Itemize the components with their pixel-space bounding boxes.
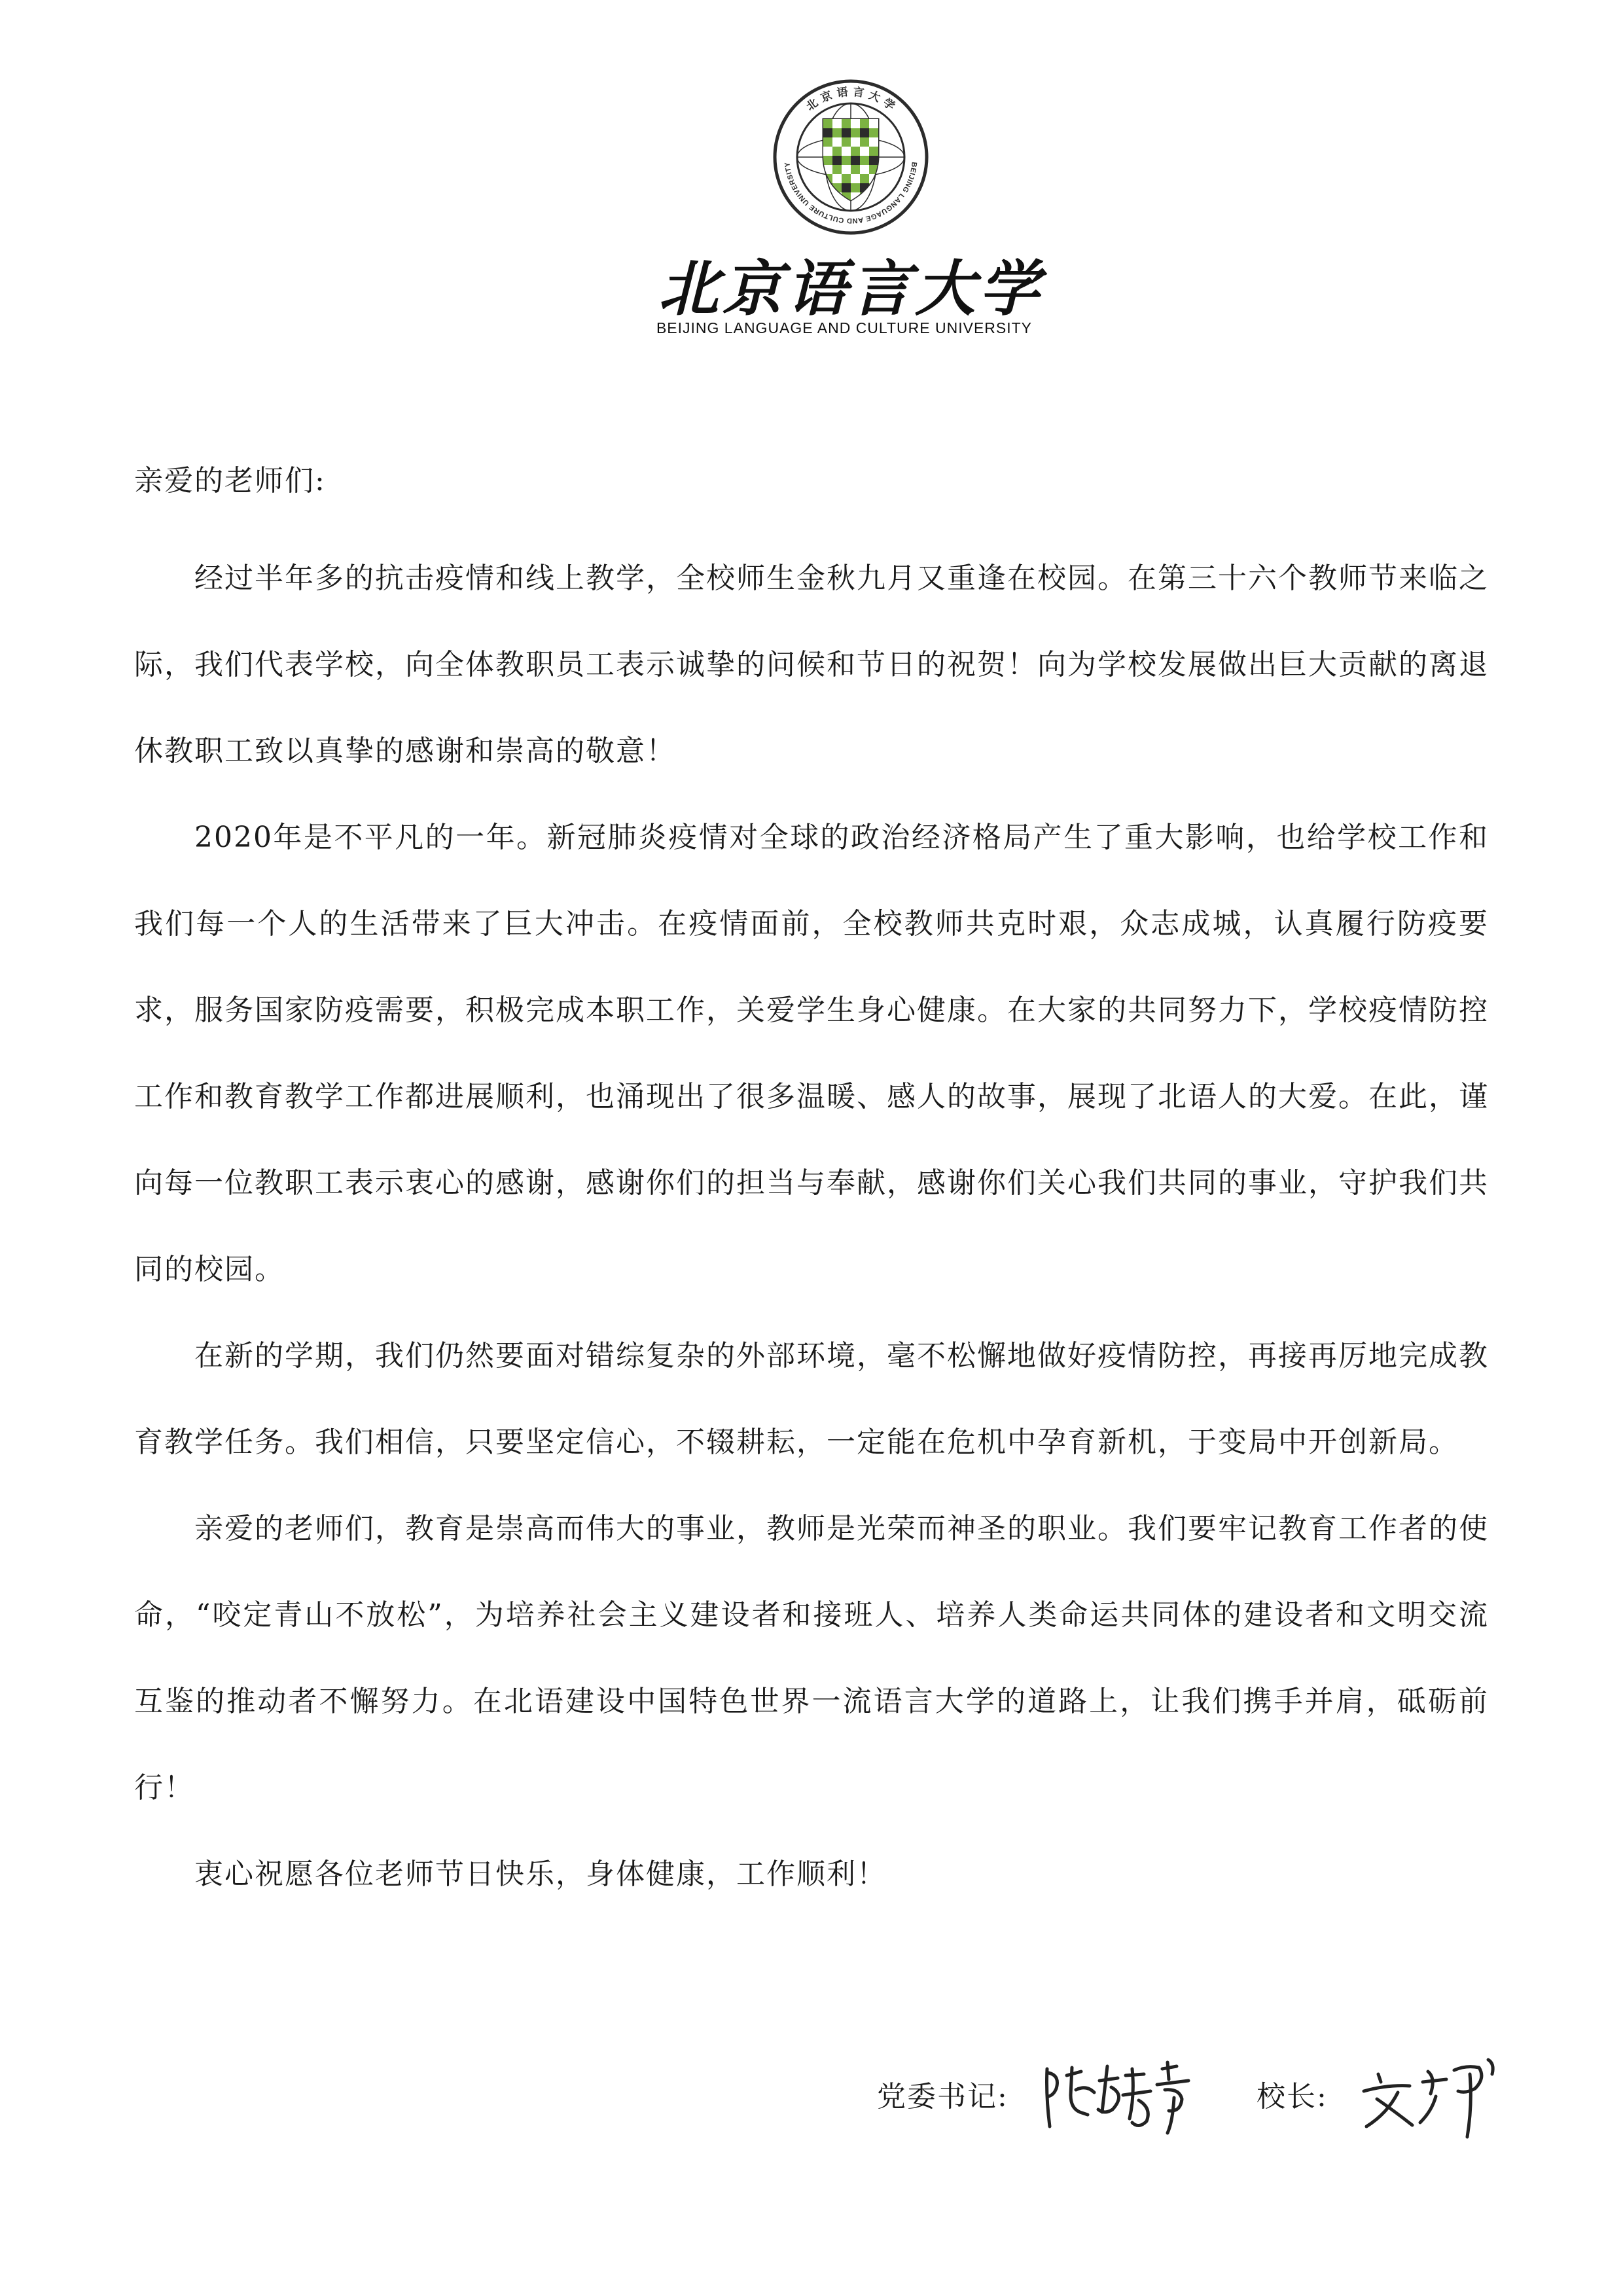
paragraph-2: 2020年是不平凡的一年。新冠肺炎疫情对全球的政治经济格局产生了重大影响，也给学校工作和我们每一个人的生活带来了巨大冲击。在疫情面前，全校教师共克时艰，众志成城，认真履行防疫要求，服务国家防疫需要，积极完成本职工作，关爱学生身心健康。在大家的共同努力下，学校疫情防控工作和教育教学工作都进展顺利，也涌现出了很多温暖、感人的故事，展现了北语人的大爱。在此，谨向每一位教职工表示衷心的感谢，感谢你们的担当与奉献，感谢你们关心我们共同的事业，守护我们共同的校园。 <box>134 821 1489 1286</box>
shield-check-cell <box>842 119 851 128</box>
shield-check-cell <box>842 147 851 156</box>
shield-check-cell <box>869 128 878 137</box>
secretary-label: 党委书记: <box>877 2080 1008 2113</box>
shield-check-cell <box>823 137 832 147</box>
shield-check-cell <box>851 128 860 137</box>
shield-check-cell <box>869 119 878 128</box>
paragraph-1: 经过半年多的抗击疫情和线上教学，全校师生金秋九月又重逢在校园。在第三十六个教师节来临之际，我们代表学校，向全体教职员工表示诚挚的问候和节日的祝贺！向为学校发展做出巨大贡献的离退休教职工致以真挚的感谢和崇高的敬意！ <box>134 562 1489 768</box>
secretary-signature-icon <box>1034 2049 1230 2141</box>
shield-check-cell <box>860 119 869 128</box>
shield-check-cell <box>823 147 832 156</box>
signature-block <box>877 2045 1531 2150</box>
shield-check-cell <box>842 128 851 137</box>
svg-text:BEIJING LANGUAGE AND CULTURE U: BEIJING LANGUAGE AND CULTURE UNIVERSITY <box>783 161 918 225</box>
shield-check-cell <box>832 156 842 165</box>
shield-check-cell <box>860 174 869 183</box>
shield-check-cell <box>851 147 860 156</box>
paragraph-5: 衷心祝愿各位老师节日快乐，身体健康，工作顺利！ <box>194 1857 887 1891</box>
shield-check-cell <box>823 128 832 137</box>
shield-check-cell <box>832 137 842 147</box>
paragraph-4: 亲爱的老师们，教育是崇高而伟大的事业，教师是光荣而神圣的职业。我们要牢记教育工作者的使命，“咬定青山不放松”，为培养社会主义建设者和接班人、培养人类命运共同体的建设者和文明交流互鉴的推动者不懈努力。在北语建设中国特色世界一流语言大学的道路上，让我们携手并肩，砥砺前行！ <box>134 1512 1489 1804</box>
shield-check-cell <box>851 137 860 147</box>
president-signature-icon <box>1355 2045 1525 2144</box>
shield-check-cell <box>842 165 851 174</box>
salutation: 亲爱的老师们: <box>134 464 326 497</box>
shield-check-cell <box>832 165 842 174</box>
shield-check-cell <box>832 119 842 128</box>
shield-check-cell <box>860 147 869 156</box>
wordmark-text: 北京语言大学 <box>658 253 1044 324</box>
shield-check-cell <box>842 174 851 183</box>
letter-body <box>134 463 1489 1918</box>
svg-text:北 京 语 言 大 学: 北 京 语 言 大 学 <box>804 85 898 113</box>
shield-check-cell <box>860 156 869 165</box>
shield-check-cell <box>860 128 869 137</box>
shield-check-cell <box>869 192 878 202</box>
shield-check-cell <box>823 119 832 128</box>
shield-check-cell <box>842 137 851 147</box>
shield-check-cell <box>851 119 860 128</box>
shield-check-cell <box>823 156 832 165</box>
shield-check-cell <box>851 156 860 165</box>
shield-check-cell <box>851 174 860 183</box>
shield-check-cell <box>860 137 869 147</box>
university-seal-icon <box>772 79 929 236</box>
shield-check-cell <box>869 156 878 165</box>
university-name-english: BEIJING LANGUAGE AND CULTURE UNIVERSITY <box>656 319 1033 336</box>
shield-check-cell <box>860 165 869 174</box>
paragraph-3: 在新的学期，我们仍然要面对错综复杂的外部环境，毫不松懈地做好疫情防控，再接再厉地完成教育教学任务。我们相信，只要坚定信心，不辍耕耘，一定能在危机中孕育新机，于变局中开创新局。 <box>134 1339 1489 1459</box>
shield-check-cell <box>823 192 832 202</box>
university-wordmark-logo <box>648 252 1054 324</box>
shield-check-cell <box>842 156 851 165</box>
shield-check-cell <box>832 174 842 183</box>
shield-check-cell <box>851 183 860 192</box>
shield-check-cell <box>851 165 860 174</box>
president-label: 校长: <box>1257 2080 1328 2113</box>
shield-check-cell <box>832 128 842 137</box>
shield-check-cell <box>869 137 878 147</box>
shield-check-cell <box>842 183 851 192</box>
shield-check-cell <box>832 147 842 156</box>
shield-check-cell <box>869 147 878 156</box>
